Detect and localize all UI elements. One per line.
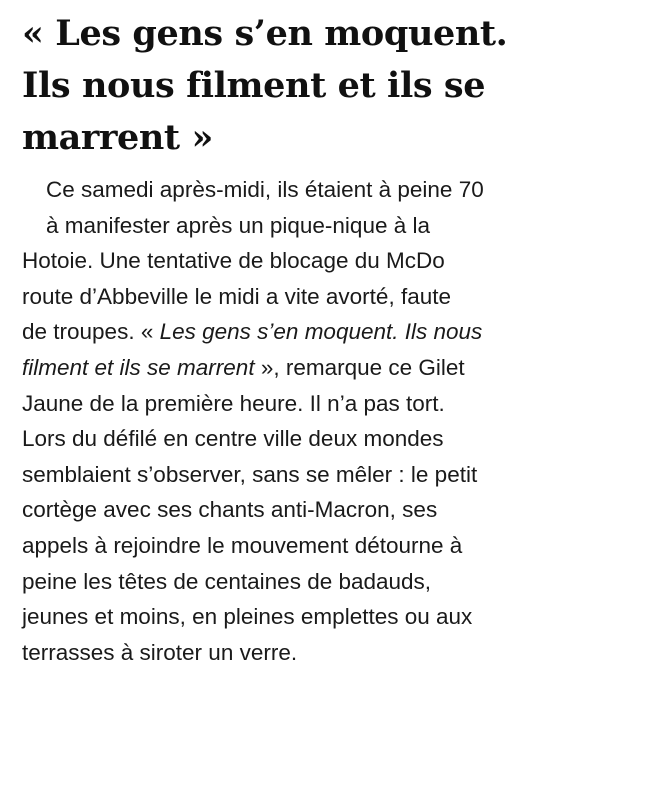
paragraph-line: appels à rejoindre le mouvement détourne à bbox=[22, 532, 463, 558]
headline-line: « Les gens s’en moquent. bbox=[22, 13, 508, 54]
paragraph-line: Jaune de la première heure. Il n’a pas tort. bbox=[22, 390, 445, 416]
paragraph-line bbox=[22, 314, 642, 350]
quote-text: Les gens s’en moquent. Ils nous bbox=[159, 319, 483, 345]
paragraph-line: Hotoie. Une tentative de blocage du McDo bbox=[22, 248, 445, 274]
paragraph-line: peine les têtes de centaines de badauds, bbox=[22, 568, 432, 594]
article bbox=[22, 8, 642, 670]
paragraph-line: semblaient s’observer, sans se mêler : le petit bbox=[22, 461, 478, 487]
article-headline bbox=[22, 8, 642, 164]
paragraph-text: », remarque ce Gilet bbox=[254, 354, 465, 380]
paragraph-line: terrasses à siroter un verre. bbox=[22, 639, 298, 665]
paragraph-line: jeunes et moins, en pleines emplettes ou aux bbox=[22, 604, 473, 630]
article-paragraph bbox=[22, 172, 642, 670]
paragraph-line: à manifester après un pique-nique à la bbox=[46, 212, 430, 238]
paragraph-line bbox=[22, 350, 642, 386]
headline-line: marrent » bbox=[22, 117, 213, 158]
paragraph-text: de troupes. « bbox=[22, 319, 160, 345]
quote-text: filment et ils se marrent bbox=[22, 354, 255, 380]
headline-line: Ils nous filment et ils se bbox=[22, 65, 486, 106]
paragraph-line: route d’Abbeville le midi a vite avorté, faute bbox=[22, 283, 451, 309]
paragraph-line: Ce samedi après-midi, ils étaient à peine 70 bbox=[46, 177, 484, 202]
paragraph-line: Lors du défilé en centre ville deux mondes bbox=[22, 426, 444, 452]
paragraph-line: cortège avec ses chants anti-Macron, ses bbox=[22, 497, 438, 523]
